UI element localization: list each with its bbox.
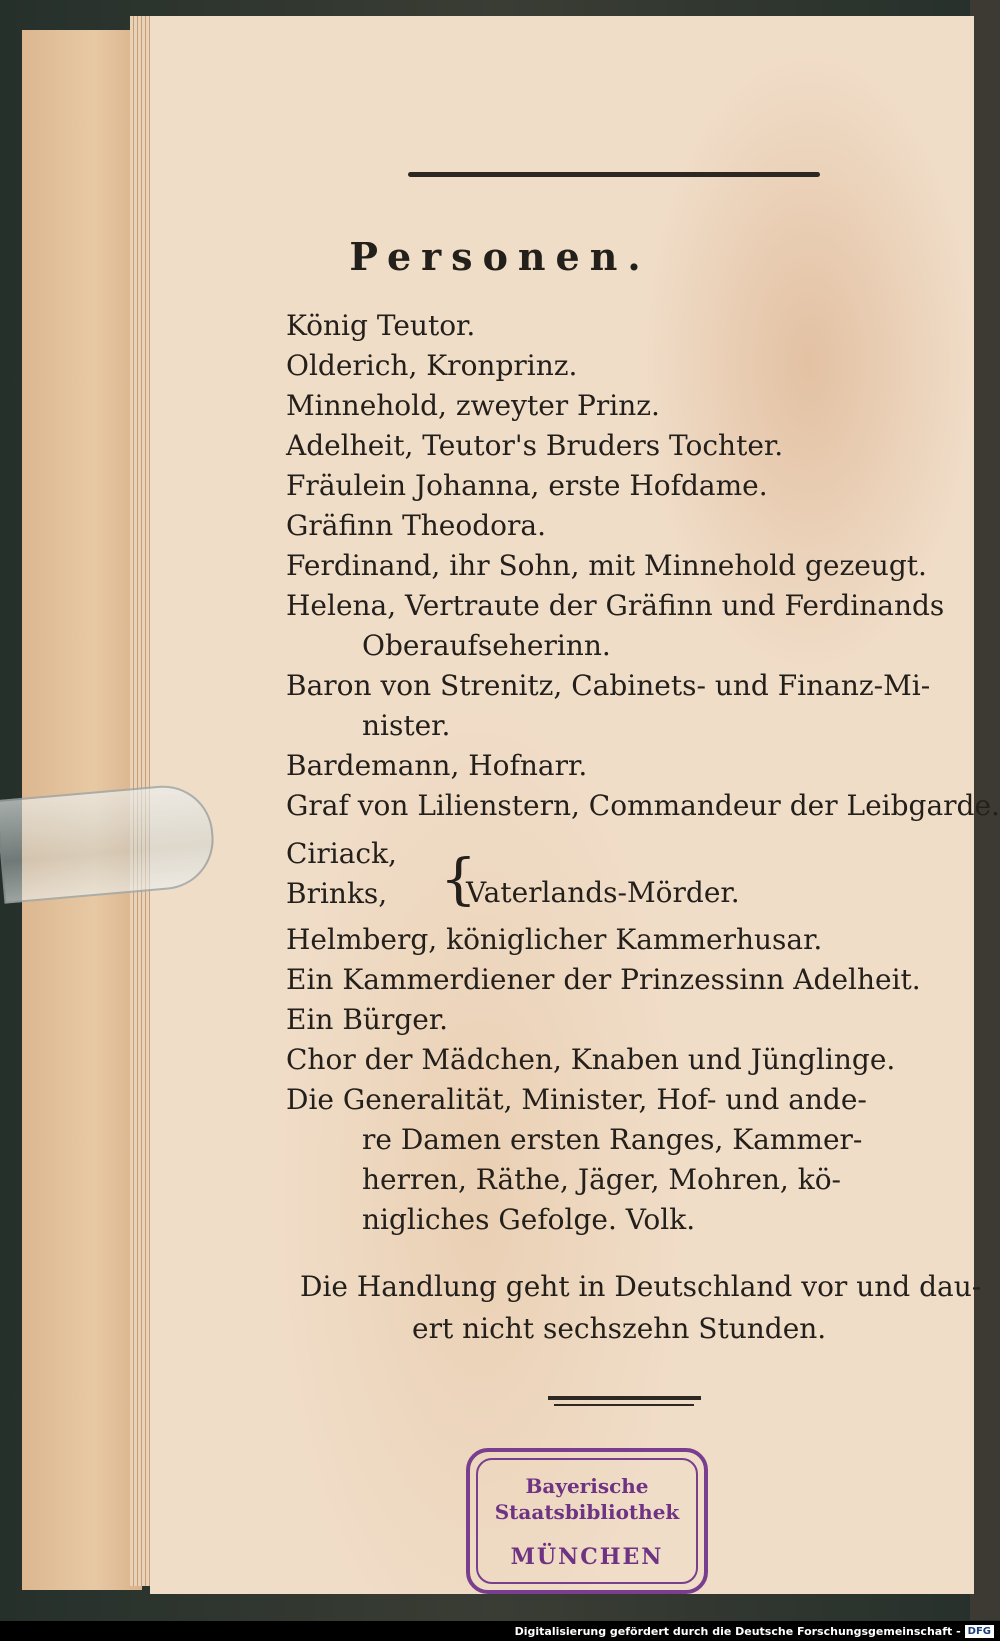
- cast-entry: Olderich, Kronprinz.: [286, 349, 578, 382]
- cast-entry-continued: herren, Räthe, Jäger, Mohren, kö-: [362, 1163, 842, 1196]
- group-member: Ciriack,: [286, 837, 397, 870]
- library-stamp: [466, 1448, 708, 1594]
- group-role: Vaterlands-Mörder.: [466, 876, 740, 909]
- cast-entry: Fräulein Johanna, erste Hofdame.: [286, 469, 768, 502]
- cast-entry-continued: Oberaufseherinn.: [362, 629, 611, 662]
- cast-entry: Gräfinn Theodora.: [286, 509, 546, 542]
- cast-entry: Chor der Mädchen, Knaben und Jünglinge.: [286, 1043, 896, 1076]
- setting-note: Die Handlung geht in Deutschland vor und dau-: [300, 1270, 982, 1303]
- stamp-line-1: Bayerische: [525, 1474, 649, 1498]
- dfg-logo-icon: DFG: [965, 1625, 994, 1638]
- cast-entry: Minnehold, zweyter Prinz.: [286, 389, 660, 422]
- cast-entry: Helmberg, königlicher Kammerhusar.: [286, 923, 823, 956]
- brace-icon: {: [440, 846, 477, 912]
- cast-entry-continued: nigliches Gefolge. Volk.: [362, 1203, 696, 1236]
- bottom-ornamental-rule: [548, 1396, 701, 1400]
- cast-entry-continued: re Damen ersten Ranges, Kammer-: [362, 1123, 863, 1156]
- group-member: Brinks,: [286, 877, 388, 910]
- page-title: Personen.: [349, 234, 651, 279]
- cast-entry: Helena, Vertraute der Gräfinn und Ferdinands: [286, 589, 945, 622]
- cast-entry: Graf von Lilienstern, Commandeur der Leibgarde.: [286, 789, 1000, 822]
- cast-entry: Ein Bürger.: [286, 1003, 449, 1036]
- cast-entry-continued: nister.: [362, 709, 451, 742]
- stamp-line-3: MÜNCHEN: [510, 1544, 664, 1570]
- digitization-credit: [515, 1621, 994, 1641]
- cast-entry: Adelheit, Teutor's Bruders Tochter.: [286, 429, 784, 462]
- setting-note-continued: ert nicht sechszehn Stunden.: [412, 1312, 827, 1345]
- credit-text: Digitalisierung gefördert durch die Deutsche Forschungsgemeinschaft -: [514, 1624, 961, 1638]
- cast-entry: Die Generalität, Minister, Hof- und ande-: [286, 1083, 867, 1116]
- top-ornamental-rule: [408, 172, 820, 177]
- stamp-line-2: Staatsbibliothek: [494, 1500, 680, 1524]
- cast-entry: Ferdinand, ihr Sohn, mit Minnehold gezeugt.: [286, 549, 927, 582]
- cast-entry: Baron von Strenitz, Cabinets- und Finanz-Mi-: [286, 669, 931, 702]
- cast-entry: Bardemann, Hofnarr.: [286, 749, 588, 782]
- bottom-ornamental-rule-thin: [554, 1404, 694, 1406]
- cast-entry: Ein Kammerdiener der Prinzessinn Adelheit.: [286, 963, 921, 996]
- cast-entry: König Teutor.: [286, 309, 476, 342]
